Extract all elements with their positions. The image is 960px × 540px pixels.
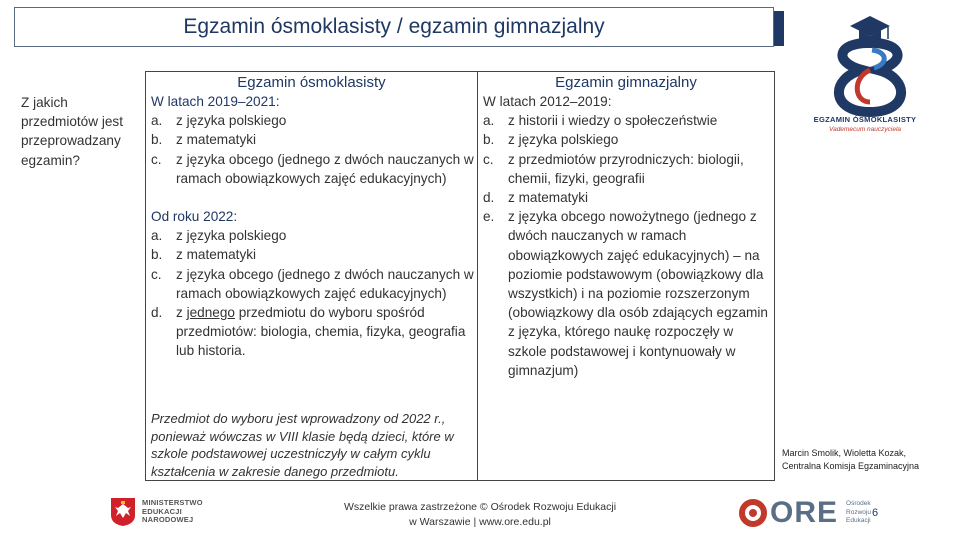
list-item: b. z matematyki [151,247,257,263]
ore-logo: ORE Ośrodek Rozwoju Edukacji [738,496,871,530]
column-header: Egzamin ósmoklasisty [237,74,386,91]
subject-list [151,111,477,188]
subject-list [151,226,477,360]
ore-circle-icon [738,498,768,528]
page-number: 6 [872,507,879,519]
copyright-footer: Wszelkie prawa zastrzeżone © Ośrodek Rozwoju Edukacji w Warszawie | www.ore.edu.pl [343,501,617,528]
column-body [478,92,774,380]
question-label [21,93,143,170]
list-item: a. z historii i wiedzy o społeczeństwie [483,113,718,129]
list-item: c. z przedmiotów przyrodniczych: biologii, chemii, fizyki, geografii [483,151,744,186]
list-item: b. z języka polskiego [483,132,619,148]
list-item: c. z języka obcego (jednego z dwóch nauczanych w ramach obowiązkowych zajęć edukacyjnych) [151,151,474,186]
subject-list [483,111,774,380]
section-title: W latach 2019–2021: [151,94,280,109]
eagle-emblem-icon [110,497,136,527]
list-item: e. z języka obcego nowożytnego (jednego z dwóch nauczanych w ramach obowiązkowych zajęć edukacyjnych) – na poziomie podstawowym (obowiązkowy dla wszystkich) i na poziomie rozszerzonym (obowiązkowy dla osób zdających egzamin z języka, którego naukę rozpoczęły w szkole podstawowej i kontynuowały w gimnazjum) [483,209,768,378]
ministry-logo: MINISTERSTWO EDUKACJI NARODOWEJ [110,497,203,527]
column-header: Egzamin gimnazjalny [555,74,697,91]
list-item: d. z matematyki [483,190,589,206]
logo-caption: EGZAMIN ÓSMOKLASISTY [813,115,917,124]
question-line: przeprowadzany [21,133,121,149]
exam-logo-icon [812,12,928,132]
list-item: a. z języka polskiego [151,113,287,129]
question-line: przedmiotów jest [21,114,123,130]
authors: Marcin Smolik, Wioletta Kozak, Centralna Komisja Egzaminacyjna [782,448,920,471]
footnote: Przedmiot do wyboru jest wprowadzony od 2022 r., ponieważ wówczas w VIII klasie będą dzieci, które w szkole podstawowej uczestniczyły w całym cyklu kształcenia w zakresie danego przedmiotu. [151,411,454,479]
section-title: W latach 2012–2019: [483,94,612,109]
list-item: b. z matematyki [151,132,257,148]
list-item: a. z języka polskiego [151,228,287,244]
column-body [146,92,477,361]
page-title: Egzamin ósmoklasisty / egzamin gimnazjalny [183,15,605,38]
column-egzamin-osmoklasisty [145,71,478,481]
title-box [14,7,774,47]
list-item: c. z języka obcego (jednego z dwóch nauczanych w ramach obowiązkowych zajęć edukacyjnych) [151,266,474,301]
column-egzamin-gimnazjalny [478,71,775,481]
section-title: Od roku 2022: [151,209,238,225]
question-line: egzamin? [21,152,80,168]
graduation-cap [850,16,890,36]
logo-subcaption: Vademecum nauczyciela [828,126,902,133]
question-line: Z jakich [21,95,68,110]
list-item: d. z jednego przedmiotu do wyboru spośród przedmiotów: biologia, chemia, fizyka, geografia lub historia. [151,305,466,359]
